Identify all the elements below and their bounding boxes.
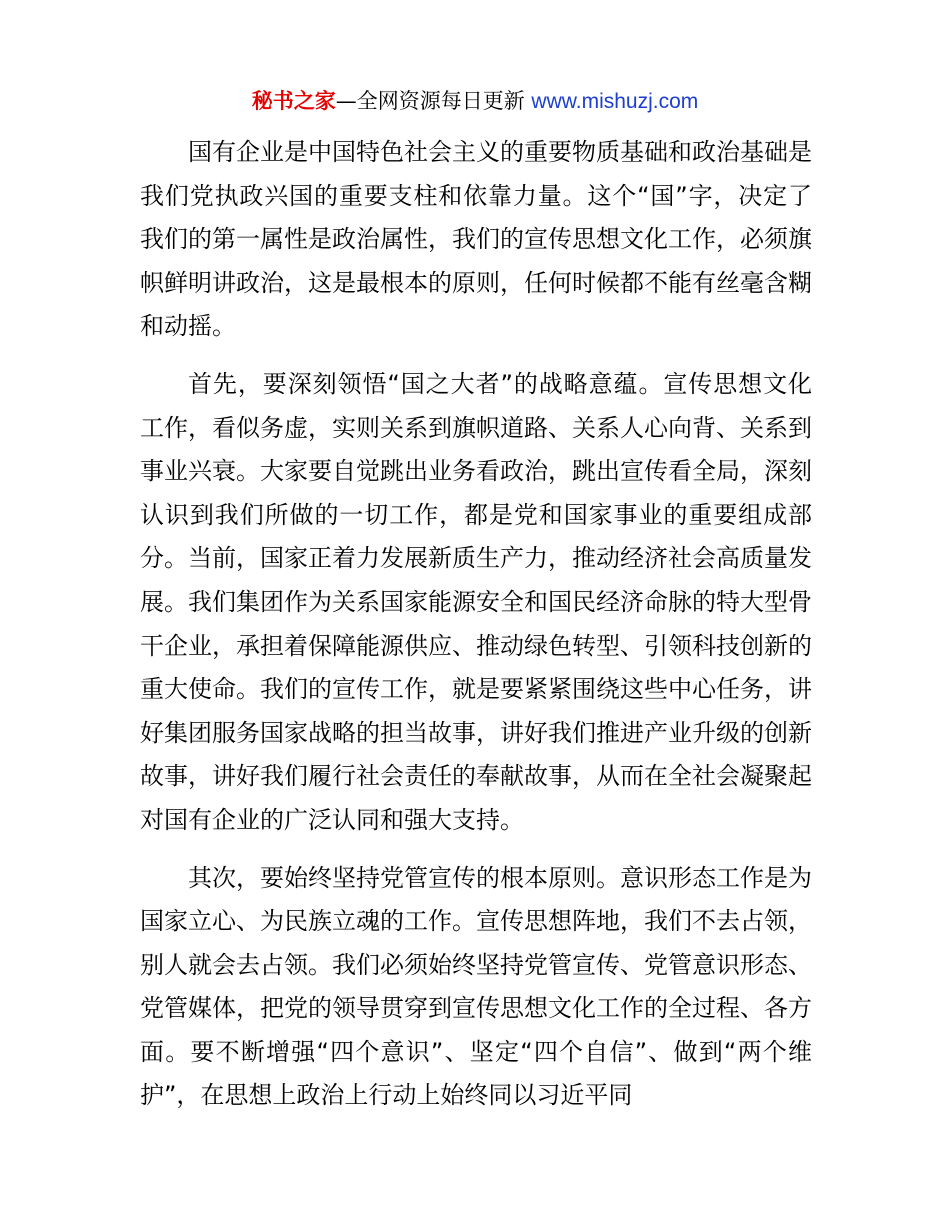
document-body: [140, 131, 812, 1132]
site-tagline: —全网资源每日更新: [335, 89, 532, 113]
site-header: [0, 86, 950, 117]
paragraph-3: 其次，要始终坚持党管宣传的根本原则。意识形态工作是为国家立心、为民族立魂的工作。宣传思想阵地，我们不去占领，别人就会去占领。我们必须始终坚持党管宣传、党管意识形态、党管媒体，把党的领导贯穿到宣传思想文化工作的全过程、各方面。要不断增强“四个意识”、坚定“四个自信”、做到“两个维护”，在思想上政治上行动上始终同以习近平同: [140, 863, 812, 1110]
paragraph-2: 首先，要深刻领悟“国之大者”的战略意蕴。宣传思想文化工作，看似务虚，实则关系到旗帜道路、关系人心向背、关系到事业兴衰。大家要自觉跳出业务看政治，跳出宣传看全局，深刻认识到我们所做的一切工作，都是党和国家事业的重要组成部分。当前，国家正着力发展新质生产力，推动经济社会高质量发展。我们集团作为关系国家能源安全和国民经济命脉的特大型骨干企业，承担着保障能源供应、推动绿色转型、引领科技创新的重大使命。我们的宣传工作，就是要紧紧围绕这些中心任务，讲好集团服务国家战略的担当故事，讲好我们推进产业升级的创新故事，讲好我们履行社会责任的奉献故事，从而在全社会凝聚起对国有企业的广泛认同和强大支持。: [140, 369, 812, 834]
paragraph-1: 国有企业是中国特色社会主义的重要物质基础和政治基础是我们党执政兴国的重要支柱和依靠力量。这个“国”字，决定了我们的第一属性是政治属性，我们的宣传思想文化工作，必须旗帜鲜明讲政治，这是最根本的原则，任何时候都不能有丝毫含糊和动摇。: [140, 138, 812, 341]
brand-name: 秘书之家: [251, 89, 336, 113]
site-url-link[interactable]: www.mishuzj.com: [531, 90, 699, 113]
